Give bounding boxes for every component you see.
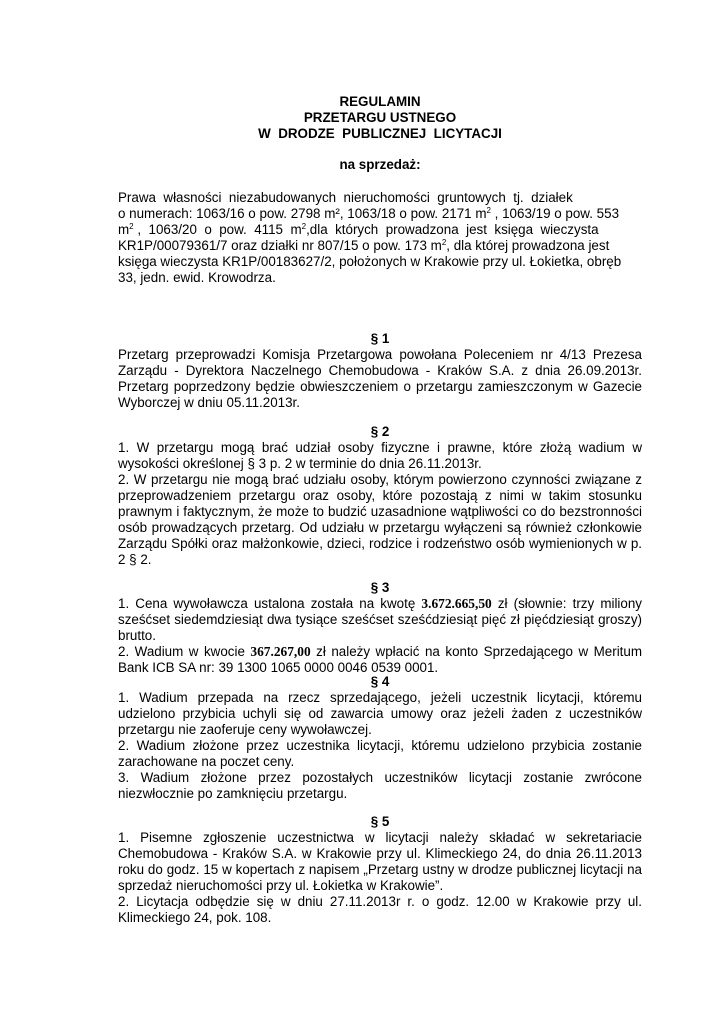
section-2-body: [118, 440, 642, 568]
intro-line-6: 33, jedn. ewid. Krowodrza.: [118, 270, 276, 285]
section-2-heading: § 2: [370, 424, 390, 439]
intro-line-3: $m^2$ , 1063/20 o pow. 4115 $m^2,dla$ których prowadzona jest księga wieczysta: [118, 222, 599, 237]
title-line-3: W DRODZE PUBLICZNEJ LICYTACJI: [258, 126, 502, 141]
section-4-point-3: 3. Wadium złożone przez pozostałych uczestników licytacji zostanie zwrócone niezwłocznie po zamknięciu przetargu.: [118, 770, 642, 801]
intro-line-4: KR1P/00079361/7 oraz działki nr 807/15 o pow. 173 $m^2$, dla której prowadzona jest: [118, 238, 610, 253]
section-3-heading: § 3: [370, 580, 390, 595]
starting-price: 3.672.665,50: [421, 596, 492, 611]
section-2-point-1: 1. W przetargu mogą brać udział osoby fizyczne i prawne, które złożą wadium w wysokości określonej § 3 p. 2 w terminie do dnia 26.11.2013r.: [118, 440, 642, 471]
intro-line-1: Prawa własności niezabudowanych nieruchomości gruntowych tj. działek: [118, 190, 573, 205]
section-1-body: [118, 347, 642, 411]
section-3-body: [118, 596, 642, 676]
section-4-point-1: 1. Wadium przepada na rzecz sprzedającego, jeżeli uczestnik licytacji, któremu udzielono przybicia uchyli się od zawarcia umowy oraz jeżeli żaden z uczestników przetargu nie zaoferuje ceny wywoławczej.: [118, 690, 642, 737]
intro-line-2: o numerach: 1063/16 o pow. 2798 m², 1063/18 o pow. 2171 $m^2$ , 1063/19 o pow. 553: [118, 206, 620, 221]
section-5-point-1: 1. Pisemne zgłoszenie uczestnictwa w licytacji należy składać w sekretariacie Chemobudowa - Kraków S.A. w Krakowie przy ul. Klimeckiego 24, do dnia 26.11.2013 roku do godz. 15 w kopertach z napisem „Przetarg ustny w drodze publicznej licytacji na sprzedaż nieruchomości przy ul. Łokietka w Krakowie”.: [118, 830, 642, 893]
intro-paragraph: [118, 190, 642, 286]
section-1-text: Przetarg przeprowadzi Komisja Przetargowa powołana Poleceniem nr 4/13 Prezesa Zarządu - Dyrektora Naczelnego Chemobudowa - Kraków S.A. z dnia 26.09.2013r. Przetarg poprzedzony będzie obwieszczeniem o przetargu zamieszczonym w Gazecie Wyborczej w dniu 05.11.2013r.: [118, 347, 642, 410]
deposit-amount: 367.267,00: [250, 644, 311, 659]
section-4-point-2: 2. Wadium złożone przez uczestnika licytacji, któremu udzielono przybicia zostanie zarachowane na poczet ceny.: [118, 738, 642, 769]
doc-subtitle: na sprzedaż:: [339, 157, 421, 172]
section-5-point-2: 2. Licytacja odbędzie się w dniu 27.11.2013r r. o godz. 12.00 w Krakowie przy ul. Klimeckiego 24, pok. 108.: [118, 894, 642, 925]
title-line-2: PRZETARGU USTNEGO: [303, 110, 457, 125]
title-line-1: REGULAMIN: [339, 94, 421, 109]
section-3-point-1: 1. Cena wywoławcza ustalona została na kwotę 3.672.665,50 zł (słownie: trzy miliony sześćset siedemdziesiąt dwa tysiące sześćset sześćdziesiąt pięć zł pięćdziesiąt groszy) brutto.: [118, 596, 642, 643]
section-1-heading: § 1: [370, 331, 390, 346]
section-4-heading: § 4: [370, 674, 390, 689]
section-2-point-2: 2. W przetargu nie mogą brać udziału osoby, którym powierzono czynności związane z przeprowadzeniem przetargu oraz osoby, które pozostają z nimi w takim stosunku prawnym i faktycznym, że może to budzić uzasadnione wątpliwości co do bezstronności osób prowadzących przetarg. Od udziału w przetargu wyłączeni są również członkowie Zarządu Spółki oraz małżonkowie, dzieci, rodzice i rodzeństwo osób wymienionych w p. 2 § 2.: [118, 472, 642, 567]
intro-line-5: księga wieczysta KR1P/00183627/2, położonych w Krakowie przy ul. Łokietka, obręb: [118, 254, 622, 269]
section-5-heading: § 5: [370, 814, 390, 829]
section-4-body: [118, 690, 642, 802]
section-5-body: [118, 830, 642, 926]
doc-title: [118, 94, 642, 142]
section-3-point-2: 2. Wadium w kwocie 367.267,00 zł należy wpłacić na konto Sprzedającego w Meritum Bank ICB SA nr: 39 1300 1065 0000 0046 0539 0001.: [118, 644, 643, 675]
